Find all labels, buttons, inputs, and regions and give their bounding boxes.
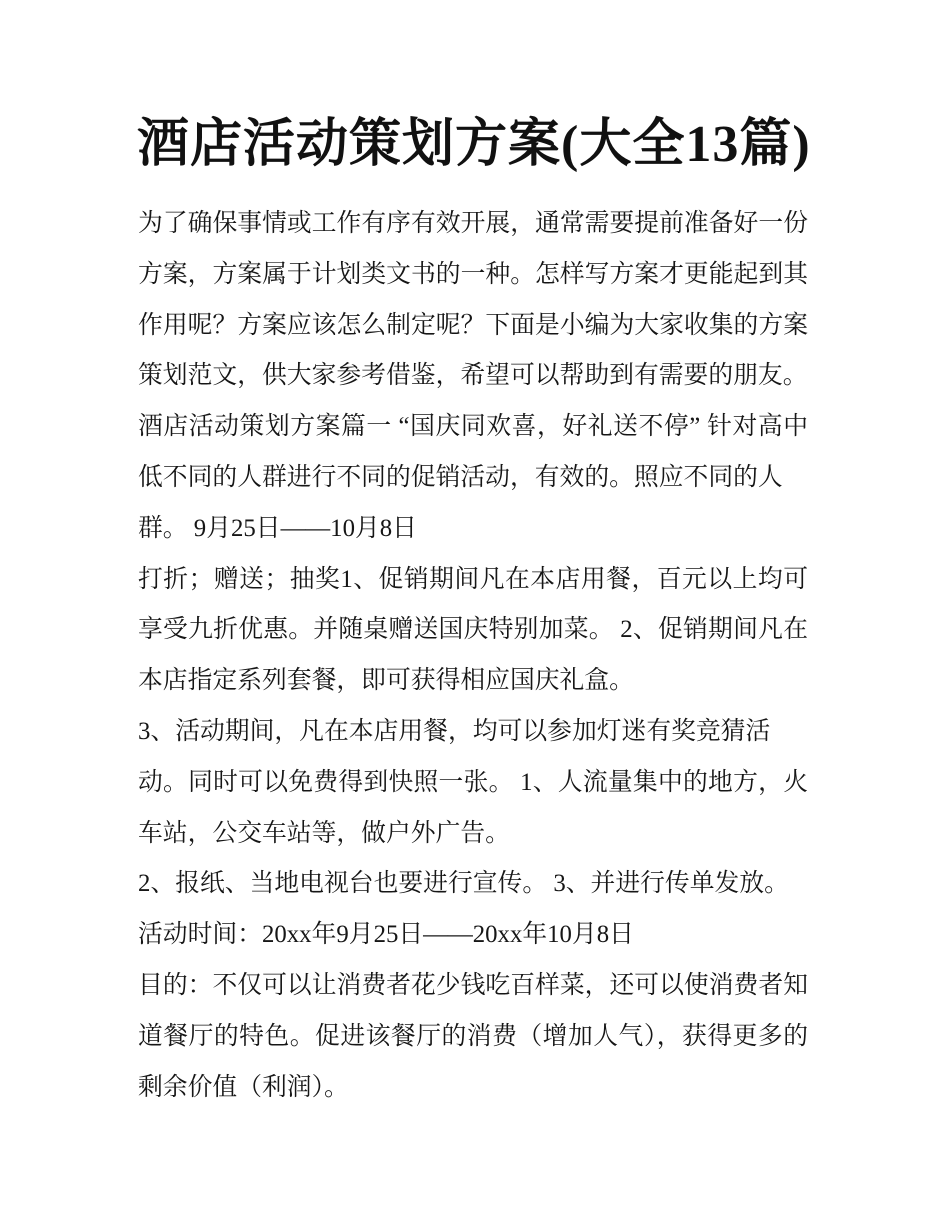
- text-line: 群。 9月25日——10月8日: [138, 514, 417, 542]
- document-body: [138, 199, 808, 1113]
- paragraph-publicity: [138, 859, 808, 910]
- text-line: 酒店活动策划方案篇一 “国庆同欢喜，好礼送不停” 针对高中: [138, 413, 808, 441]
- text-line: 打折；赠送；抽奖1、促销期间凡在本店用餐，百元以上均可: [138, 565, 808, 593]
- text-line: 道餐厅的特色。促进该餐厅的消费（增加人气），获得更多的: [138, 1022, 808, 1050]
- text-line: 剩余价值（利润）。: [138, 1073, 349, 1101]
- text-line: 活动时间：20xx年9月25日——20xx年10月8日: [138, 921, 634, 949]
- paragraph-activities: [138, 707, 808, 859]
- text-line: 2、报纸、当地电视台也要进行宣传。 3、并进行传单发放。: [138, 870, 789, 898]
- text-line: 低不同的人群进行不同的促销活动，有效的。照应不同的人: [138, 463, 783, 491]
- paragraph-schedule: [138, 910, 808, 961]
- text-line: 为了确保事情或工作有序有效开展，通常需要提前准备好一份: [138, 210, 808, 237]
- document-title: 酒店活动策划方案(大全13篇): [137, 116, 811, 173]
- paragraph-intro: [138, 199, 808, 402]
- text-line: 车站，公交车站等，做户外广告。: [138, 819, 510, 847]
- paragraph-section-one: [138, 402, 808, 554]
- text-line: 作用呢？方案应该怎么制定呢？下面是小编为大家收集的方案: [138, 311, 808, 339]
- text-line: 策划范文，供大家参考借鉴，希望可以帮助到有需要的朋友。: [138, 362, 808, 390]
- text-line: 动。同时可以免费得到快照一张。 1、人流量集中的地方，火: [138, 768, 808, 796]
- text-line: 3、活动期间，凡在本店用餐，均可以参加灯迷有奖竞猜活: [138, 717, 771, 745]
- paragraph-promotions: [138, 555, 808, 707]
- text-line: 享受九折优惠。并随桌赠送国庆特别加菜。 2、促销期间凡在: [138, 616, 808, 644]
- text-line: 方案，方案属于计划类文书的一种。怎样写方案才更能起到其: [138, 260, 808, 288]
- text-line: 本店指定系列套餐，即可获得相应国庆礼盒。: [138, 667, 634, 695]
- paragraph-purpose: [138, 961, 808, 1113]
- text-line: 目的：不仅可以让消费者花少钱吃百样菜，还可以使消费者知: [138, 971, 808, 999]
